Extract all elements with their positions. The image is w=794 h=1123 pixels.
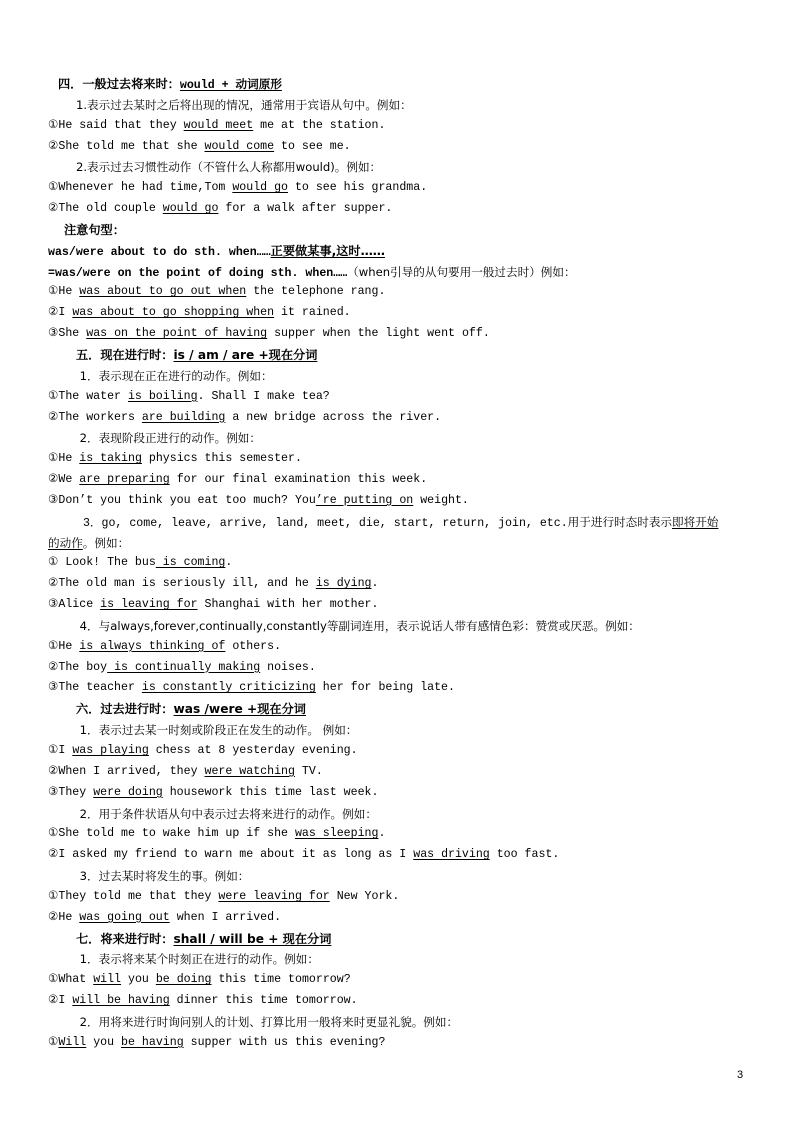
text-segment: 3．go, come, leave, arrive, land, meet, die, start, return, join, etc. [76,516,568,530]
underlined-phrase: ’re putting on [315,493,414,507]
text-segment: ① [48,1035,59,1049]
text-segment: ①He [48,639,80,653]
text-segment: the telephone rang. [246,285,386,299]
text-segment: ③Alice [48,598,101,612]
text-line [48,199,754,220]
text-segment: to see his grandma. [288,181,428,195]
underlined-phrase: is boiling [127,389,198,403]
underlined-phrase: was about to go shopping when [72,306,275,320]
text-segment: ①He [48,452,80,466]
text-segment: 四．一般过去将来时： [58,77,180,91]
text-line [48,387,754,408]
document-body [48,74,754,1054]
underlined-phrase: are building [141,410,226,424]
text-segment: ①I [48,744,73,757]
text-segment: 2．用将来进行时询问别人的计划、打算比用一般将来时更显礼貌。例如： [76,1014,459,1029]
text-line [48,783,754,804]
text-segment: her for being late. [315,681,455,695]
text-line [48,908,754,929]
text-line [48,303,754,324]
text-segment: 2．表现阶段正进行的动作。例如： [76,431,261,446]
text-segment: 2.表示过去习惯性动作（不管什么人称都用would)。例如： [76,160,382,175]
page-number: 3 [737,1069,744,1081]
text-segment: physics this semester. [141,452,302,466]
text-line [48,95,754,116]
section-heading [48,929,754,950]
text-line [48,741,754,762]
text-segment: ① Look! The bus [48,556,156,570]
text-segment: . [378,827,386,841]
underlined-phrase: would go [162,202,219,216]
text-line [48,574,754,595]
text-segment: ②The workers [48,410,142,424]
text-line [48,637,754,658]
underlined-phrase: will be having [72,994,170,1008]
underlined-phrase: was about to go out when [79,285,247,299]
text-line [48,970,754,991]
text-segment: 七．将来进行时： [76,931,174,946]
underlined-phrase: is leaving for [100,598,198,612]
text-line [48,595,754,616]
underlined-phrase: was /were +现在分词 [173,702,306,717]
text-segment: ②I asked my friend to warn me about it as long as I [48,848,414,862]
underlined-phrase: is taking [79,452,142,466]
underlined-phrase: is always thinking of [79,639,226,653]
text-line [48,949,754,970]
text-line [48,658,754,679]
text-segment: housework this time last week. [162,785,379,799]
text-segment: =was/were on the point of doing sth. when…… [48,266,348,280]
text-line [48,157,754,178]
underlined-phrase: be doing [155,973,212,987]
text-line [48,428,754,449]
text-line [48,616,754,637]
text-line [48,887,754,908]
text-segment: this time tomorrow? [211,973,351,987]
underlined-phrase: were leaving for [218,889,330,903]
text-segment: 3．过去某时将发生的事。例如： [76,869,250,884]
section-heading [48,345,754,366]
text-line [48,408,754,429]
text-segment: ③Don’t you think you eat too much? You [48,493,316,507]
text-segment: Shanghai with her mother. [197,598,379,612]
text-line [48,178,754,199]
text-segment: to see me. [274,139,351,153]
text-segment: ②I [48,994,73,1008]
text-segment: chess at 8 yesterday evening. [148,744,358,757]
underlined-phrase: is / am / are +现在分词 [173,347,318,362]
underlined-phrase: Will [58,1035,87,1049]
underlined-phrase: is continually making [107,660,261,674]
text-segment: 1.表示过去某时之后将出现的情况，通常用于宾语从句中。例如： [76,97,412,112]
text-segment: for our final examination this week. [169,473,428,487]
text-line [48,845,754,866]
text-segment: ②We [48,473,80,487]
text-segment: supper when the light went off. [267,327,490,341]
text-segment: ①What [48,973,94,987]
text-segment: 4．与always,forever,continually,constantly等副词连用，表示说话人带有感情色彩：赞赏或厌恶。例如： [76,618,640,633]
text-segment: 2．用于条件状语从句中表示过去将来进行的动作。例如： [76,806,377,821]
text-segment: it rained. [274,306,351,320]
underlined-phrase: 的动作 [48,535,83,550]
text-line [48,804,754,825]
text-line [48,533,754,554]
section-heading [48,220,754,241]
text-segment: ③They [48,785,94,799]
text-segment: ①She told me to wake him up if she [48,827,295,841]
underlined-phrase: would come [204,139,275,153]
text-segment: ②He [48,910,80,924]
text-line [48,324,754,345]
text-line [48,762,754,783]
text-segment: 注意句型： [64,222,125,237]
section-heading [48,74,754,95]
text-segment: ①They told me that they [48,889,219,903]
underlined-phrase: were watching [204,764,295,778]
text-segment: others. [225,639,282,653]
text-line [48,262,754,283]
text-segment: a new bridge across the river. [225,410,442,424]
underlined-phrase: is constantly criticizing [141,681,316,695]
text-segment: when I arrived. [169,910,282,924]
text-segment: ①Whenever he had time,Tom [48,181,233,195]
text-line [48,678,754,699]
text-segment: supper with us this evening? [183,1035,386,1049]
text-segment: New York. [329,889,400,903]
text-line [48,720,754,741]
text-segment: 1．表示现在正在进行的动作。例如： [76,368,273,383]
text-line [48,512,754,533]
text-segment: 五．现在进行时： [76,347,174,362]
text-segment: ②I [48,306,73,320]
section-heading [48,241,754,262]
text-segment: 。例如： [82,535,130,550]
underlined-phrase: would go [232,181,289,195]
text-segment: dinner this time tomorrow. [169,994,358,1008]
underlined-phrase: was driving [413,848,490,862]
underlined-phrase: was going out [79,910,170,924]
text-segment: too fast. [489,848,560,862]
underlined-phrase: would + 动词原形 [179,79,282,92]
underlined-phrase: is dying [315,577,372,591]
section-heading [48,699,754,720]
text-segment: 六．过去进行时： [76,702,174,717]
underlined-phrase: would meet [183,118,254,132]
text-line [48,491,754,512]
underlined-phrase: 正要做某事,这时…… [270,243,385,258]
text-segment: . Shall I make tea? [197,389,330,403]
underlined-phrase: was playing [72,744,149,757]
underlined-phrase: are preparing [79,473,170,487]
text-segment: ②The old couple [48,202,163,216]
text-segment: ①The water [48,389,128,403]
text-segment: . [225,556,233,570]
text-segment: was/were about to do sth. when…… [48,245,271,259]
underlined-phrase: was sleeping [294,827,379,841]
text-segment: TV. [294,764,323,778]
text-line [48,824,754,845]
underlined-phrase: were doing [93,785,163,799]
text-segment: you [121,973,156,987]
text-segment: ①He said that they [48,118,184,132]
text-segment: 1．表示将来某个时刻正在进行的动作。例如： [76,952,319,967]
text-segment: ①He [48,285,80,299]
text-segment: noises. [260,660,316,674]
text-segment: ③She [48,327,87,341]
text-line [48,116,754,137]
text-segment: （when引导的从句要用一般过去时）例如： [347,264,576,279]
text-segment: . [371,577,379,591]
text-line [48,991,754,1012]
underlined-phrase: be having [121,1035,184,1049]
underlined-phrase: was on the point of having [86,327,268,341]
text-segment: for a walk after supper. [218,202,393,216]
text-line [48,1033,754,1054]
text-line [48,449,754,470]
text-segment: ②She told me that she [48,139,205,153]
text-segment: ②When I arrived, they [48,764,205,778]
text-segment: weight. [413,493,469,507]
underlined-phrase: is coming [155,556,226,570]
underlined-phrase: will [93,973,122,987]
text-line [48,470,754,491]
text-line [48,866,754,887]
text-line [48,1012,754,1033]
text-segment: ③The teacher [48,681,142,695]
underlined-phrase: 即将开始 [672,514,719,529]
text-segment: ②The old man is seriously ill, and he [48,577,316,591]
underlined-phrase: shall / will be + 现在分词 [173,931,332,946]
text-segment: 用于进行时态时表示 [567,514,673,529]
text-segment: ②The boy [48,660,108,674]
text-line [48,137,754,158]
text-segment: me at the station. [253,118,386,132]
text-line [48,366,754,387]
text-line [48,553,754,574]
text-line [48,282,754,303]
text-segment: 1．表示过去某一时刻或阶段正在发生的动作。 例如： [76,723,358,738]
text-segment: you [86,1035,122,1049]
